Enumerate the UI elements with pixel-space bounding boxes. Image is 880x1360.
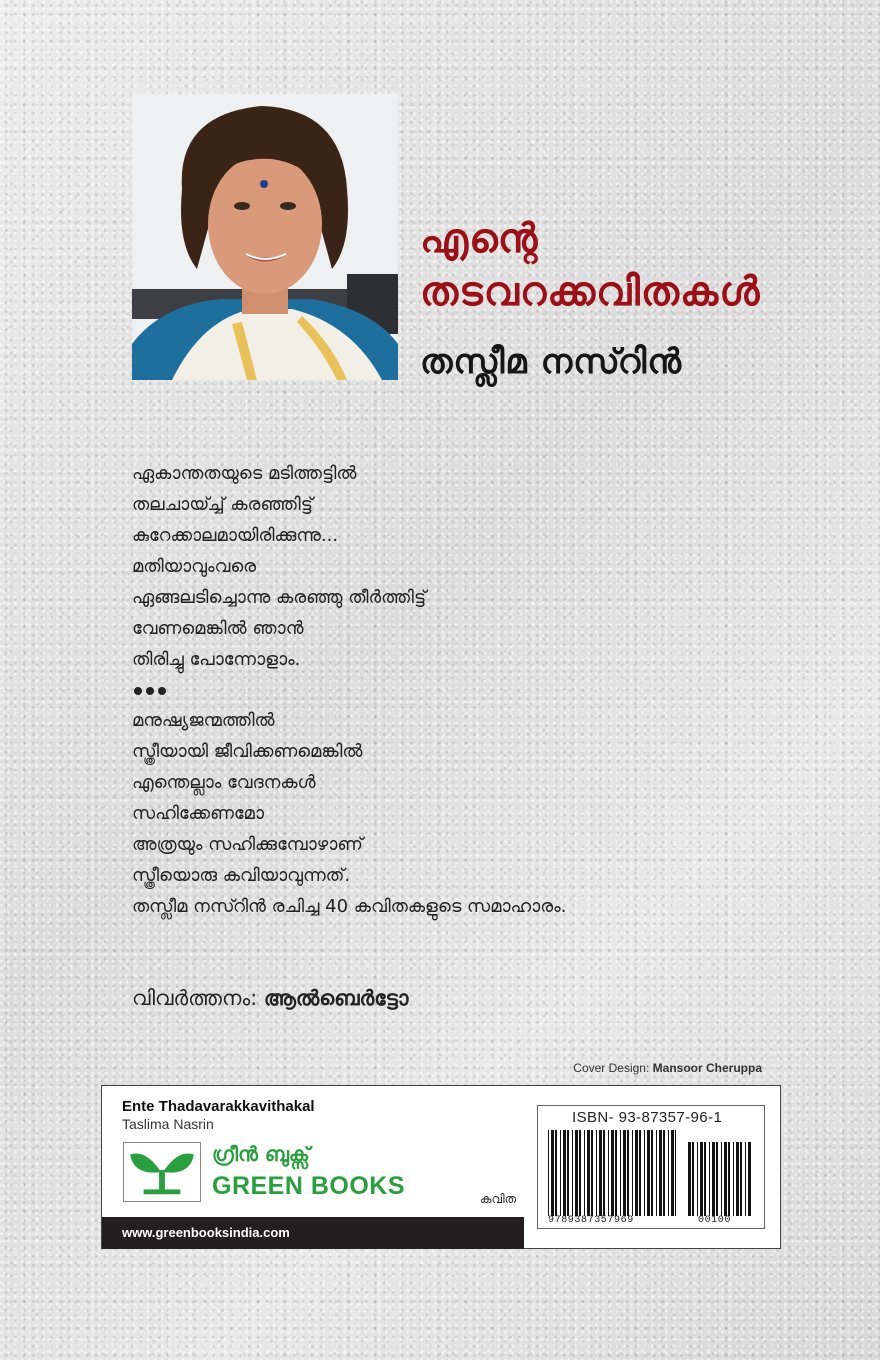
poem-line: തസ്ലീമ നസ്റിൻ രചിച്ച 40 കവിതകളുടെ സമാഹാരം.: [132, 896, 567, 917]
poem-line: അത്രയും സഹിക്കുമ്പോഴാണ്: [132, 834, 363, 855]
poem-line: തിരിച്ചു പോന്നോളാം.: [132, 649, 301, 670]
barcode-bar: [647, 1130, 650, 1216]
author-photo: [132, 94, 398, 380]
poem-line: സ്ത്രീയൊരു കവിയാവുന്നത്.: [132, 865, 351, 886]
barcode-bar: [663, 1130, 665, 1216]
barcode-bar: [608, 1130, 609, 1216]
barcode-bar: [671, 1130, 674, 1216]
barcode-bar: [697, 1142, 698, 1216]
book-title-malayalam: [420, 215, 760, 321]
barcode-bar: [709, 1142, 710, 1216]
cover-design-credit: [573, 1061, 762, 1075]
barcode-bar: [651, 1130, 653, 1216]
barcode-bar: [596, 1130, 597, 1216]
poem-line: എന്തെല്ലാം വേദനകൾ: [132, 772, 316, 793]
barcode-bar: [688, 1142, 691, 1216]
barcode-bar: [712, 1142, 715, 1216]
publisher-info-panel: [101, 1085, 781, 1249]
barcode-bar: [700, 1142, 703, 1216]
barcode-bar: [620, 1130, 621, 1216]
isbn-barcode: [537, 1105, 765, 1229]
barcode-bar: [584, 1130, 585, 1216]
translator-name: ആൽബെർട്ടോ: [263, 986, 409, 1010]
poem-line: തലചായ്ച്ച് കരഞ്ഞിട്ട്: [132, 494, 313, 515]
poem-line: ഏങ്ങലടിച്ചൊന്നു കരഞ്ഞു തീർത്തിട്ട്: [132, 587, 427, 608]
barcode-digits: 9789387357969: [548, 1215, 634, 1226]
poem-line: ഏകാന്തതയുടെ മടിത്തട്ടിൽ: [132, 463, 357, 484]
website-bar: [102, 1217, 524, 1249]
barcode-bar: [603, 1130, 605, 1216]
book-title-english: Ente Thadavarakkavithakal: [122, 1098, 315, 1115]
poem-line: സ്ത്രീയായി ജീവിക്കണമെങ്കിൽ: [132, 741, 363, 762]
title-line-2: തടവറക്കവിതകൾ: [420, 269, 761, 315]
barcode-bar: [591, 1130, 593, 1216]
poem-excerpt: [132, 458, 772, 922]
separator-dot: [146, 687, 154, 695]
barcode-bar: [639, 1130, 641, 1216]
barcode-bar: [668, 1130, 669, 1216]
separator-dot: [134, 687, 142, 695]
author-portrait-image: [132, 94, 398, 380]
barcode-bar: [724, 1142, 727, 1216]
barcode-bar: [675, 1130, 676, 1216]
barcode-bar: [728, 1142, 730, 1216]
barcode-bar: [740, 1142, 742, 1216]
barcode-bar: [644, 1130, 645, 1216]
barcode-bar: [632, 1130, 633, 1216]
poem-line: വേണമെങ്കിൽ ഞാൻ: [132, 618, 304, 639]
cover-designer-name: Mansoor Cheruppa: [652, 1061, 762, 1075]
publisher-name-malayalam: ഗ്രീൻ ബുക്സ്: [212, 1142, 310, 1166]
barcode-bar: [572, 1130, 573, 1216]
barcode-bar: [560, 1130, 561, 1216]
barcode-addon-bars: [688, 1142, 752, 1216]
barcode-bar: [563, 1130, 566, 1216]
poem-line: കുറേക്കാലമായിരിക്കുന്നു...: [132, 525, 339, 546]
barcode-bar: [555, 1130, 557, 1216]
barcode-bar: [656, 1130, 657, 1216]
barcode-bar: [745, 1142, 746, 1216]
website-link[interactable]: www.greenbooksindia.com: [122, 1225, 290, 1240]
barcode-bar: [587, 1130, 590, 1216]
barcode-bar: [627, 1130, 629, 1216]
cover-design-label: Cover Design:: [573, 1061, 650, 1075]
barcode-bar: [721, 1142, 722, 1216]
barcode-bar: [575, 1130, 578, 1216]
isbn-number: ISBN- 93-87357-96-1: [572, 1109, 723, 1126]
barcode-bar: [733, 1142, 734, 1216]
barcode-bar: [692, 1142, 694, 1216]
barcode-bar: [599, 1130, 602, 1216]
translator-label: വിവർത്തനം:: [132, 986, 258, 1010]
barcode-bar: [611, 1130, 614, 1216]
translator-credit: [132, 986, 408, 1011]
separator-dot: [158, 687, 166, 695]
green-books-logo: [123, 1142, 201, 1202]
barcode-bar: [748, 1142, 751, 1216]
barcode-main-bars: [548, 1130, 676, 1216]
barcode-bar: [635, 1130, 638, 1216]
genre-label: കവിത: [480, 1192, 517, 1206]
sprout-icon: [124, 1143, 200, 1201]
barcode-bar: [716, 1142, 718, 1216]
poem-line: സഹിക്കേണമോ: [132, 803, 264, 824]
stanza-separator: [132, 675, 772, 705]
barcode-bar: [615, 1130, 617, 1216]
barcode-bar: [623, 1130, 626, 1216]
barcode-bar: [567, 1130, 569, 1216]
publisher-name-english: GREEN BOOKS: [212, 1172, 406, 1200]
poem-line: മനുഷ്യജന്മത്തിൽ: [132, 710, 275, 731]
barcode-bar: [704, 1142, 706, 1216]
barcode-bar: [551, 1130, 554, 1216]
poem-line: മതിയാവുംവരെ: [132, 556, 257, 577]
barcode-bar: [579, 1130, 581, 1216]
title-line-1: എന്റെ: [420, 216, 539, 262]
barcode-bar: [548, 1130, 549, 1216]
barcode-addon-digits: 00100: [698, 1215, 732, 1226]
barcode-bar: [659, 1130, 662, 1216]
author-name-english: Taslima Nasrin: [122, 1116, 214, 1132]
barcode-bar: [736, 1142, 739, 1216]
author-name-malayalam: തസ്ലീമ നസ്റിൻ: [420, 342, 683, 382]
